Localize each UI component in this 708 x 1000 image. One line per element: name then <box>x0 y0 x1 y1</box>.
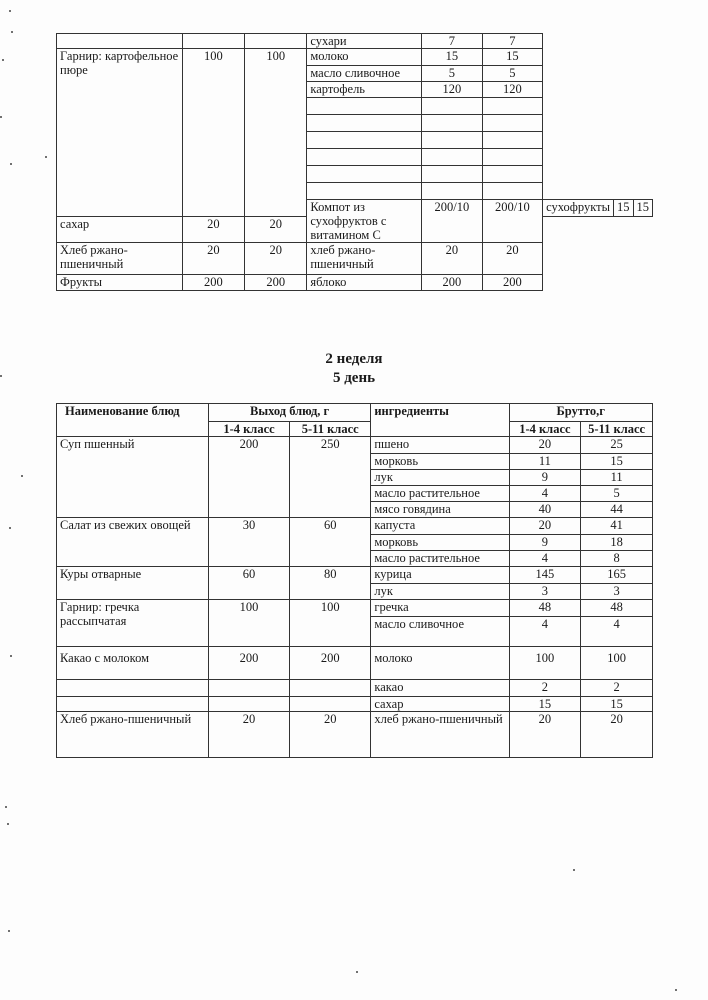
scan-speck <box>9 527 11 529</box>
week-heading: 2 неделя <box>325 351 383 367</box>
table-row <box>57 600 653 617</box>
brutto-1-4-cell: 20 <box>182 217 244 243</box>
ingredient-cell: морковь <box>371 535 509 551</box>
brutto-1-4-cell: 120 <box>422 82 482 98</box>
scan-speck <box>45 156 47 158</box>
day-menu-table <box>56 403 653 758</box>
output-5-11-cell: 200 <box>245 275 307 291</box>
ingredient-cell: хлеб ржано-пшеничный <box>371 712 509 758</box>
table-row <box>57 437 653 454</box>
output-5-11-cell: 20 <box>245 243 307 275</box>
dish-cell: Гарнир: гречка рассыпчатая <box>57 600 209 647</box>
brutto-1-4-cell: 20 <box>509 712 581 758</box>
previous-menu-table <box>56 33 653 291</box>
brutto-5-11-cell: 7 <box>482 34 543 49</box>
brutto-1-4-cell: 11 <box>509 454 581 470</box>
output-1-4-cell: 200 <box>208 437 289 518</box>
header-output-1-4: 1-4 класс <box>208 422 289 437</box>
table-row <box>57 34 653 49</box>
brutto-1-4-cell: 7 <box>422 34 482 49</box>
header-ingredients: ингредиенты <box>371 404 509 437</box>
brutto-1-4-cell: 4 <box>509 617 581 647</box>
brutto-1-4-cell: 20 <box>509 437 581 454</box>
output-5-11-cell: 250 <box>290 437 371 518</box>
table-row <box>57 697 653 712</box>
brutto-5-11-cell: 25 <box>581 437 653 454</box>
brutto-1-4-cell: 20 <box>422 243 482 275</box>
output-1-4-cell: 100 <box>182 49 244 217</box>
brutto-5-11-cell: 2 <box>581 680 653 697</box>
table-row <box>57 518 653 535</box>
header-row <box>57 404 653 422</box>
brutto-1-4-cell: 20 <box>509 518 581 535</box>
brutto-1-4-cell: 15 <box>422 49 482 66</box>
ingredient-cell: картофель <box>307 82 422 98</box>
table-row <box>57 243 653 275</box>
brutto-5-11-cell: 100 <box>581 647 653 680</box>
output-1-4-cell: 60 <box>208 567 289 600</box>
brutto-5-11-cell: 3 <box>581 584 653 600</box>
ingredient-cell: мясо говядина <box>371 502 509 518</box>
output-1-4-cell: 20 <box>182 243 244 275</box>
brutto-1-4-cell: 100 <box>509 647 581 680</box>
scan-speck <box>675 989 677 991</box>
output-1-4-cell: 100 <box>208 600 289 647</box>
output-1-4-cell: 20 <box>208 712 289 758</box>
day-heading: 5 день <box>332 370 376 386</box>
dish-cell: Компот из сухофруктов с витамином С <box>307 200 422 243</box>
dish-cell: Какао с молоком <box>57 647 209 680</box>
header-output-5-11: 5-11 класс <box>290 422 371 437</box>
ingredient-cell: масло сливочное <box>307 66 422 82</box>
brutto-1-4-cell: 200 <box>422 275 482 291</box>
scan-speck <box>5 806 7 808</box>
brutto-5-11-cell: 11 <box>581 470 653 486</box>
ingredient-cell: масло растительное <box>371 486 509 502</box>
brutto-1-4-cell: 145 <box>509 567 581 584</box>
output-5-11-cell: 200/10 <box>482 200 543 243</box>
dish-cell: Хлеб ржано-пшеничный <box>57 243 183 275</box>
brutto-1-4-cell: 15 <box>614 200 634 217</box>
header-brutto-5-11: 5-11 класс <box>581 422 653 437</box>
brutto-1-4-cell: 4 <box>509 486 581 502</box>
brutto-1-4-cell: 3 <box>509 584 581 600</box>
scan-speck <box>10 655 12 657</box>
dish-cell: Фрукты <box>57 275 183 291</box>
table-row <box>57 567 653 584</box>
header-dish-name: Наименование блюд <box>57 404 209 437</box>
dish-cell: Гарнир: картофельное пюре <box>57 49 183 217</box>
brutto-1-4-cell: 4 <box>509 551 581 567</box>
header-brutto: Брутто,г <box>509 404 652 422</box>
brutto-5-11-cell: 120 <box>482 82 543 98</box>
brutto-5-11-cell: 48 <box>581 600 653 617</box>
scan-speck <box>7 823 9 825</box>
header-brutto-1-4: 1-4 класс <box>509 422 581 437</box>
table-row <box>57 712 653 758</box>
ingredient-cell: лук <box>371 470 509 486</box>
dish-cell: Салат из свежих овощей <box>57 518 209 567</box>
scan-speck <box>9 10 11 12</box>
ingredient-cell: молоко <box>307 49 422 66</box>
brutto-5-11-cell: 165 <box>581 567 653 584</box>
output-1-4-cell: 30 <box>208 518 289 567</box>
brutto-5-11-cell: 41 <box>581 518 653 535</box>
brutto-5-11-cell: 15 <box>482 49 543 66</box>
brutto-5-11-cell: 15 <box>633 200 653 217</box>
scan-speck <box>10 163 12 165</box>
brutto-5-11-cell: 5 <box>581 486 653 502</box>
scan-speck <box>0 375 2 377</box>
ingredient-cell: хлеб ржано-пшеничный <box>307 243 422 275</box>
dish-cell: Хлеб ржано-пшеничный <box>57 712 209 758</box>
scan-speck <box>356 971 358 973</box>
scan-speck <box>21 475 23 477</box>
ingredient-cell: гречка <box>371 600 509 617</box>
table-row <box>57 647 653 680</box>
scan-speck <box>573 869 575 871</box>
scan-speck <box>2 59 4 61</box>
brutto-5-11-cell: 15 <box>581 697 653 712</box>
ingredient-cell: сахар <box>371 697 509 712</box>
ingredient-cell: курица <box>371 567 509 584</box>
ingredient-cell: морковь <box>371 454 509 470</box>
brutto-1-4-cell: 15 <box>509 697 581 712</box>
output-1-4-cell: 200/10 <box>422 200 482 243</box>
brutto-5-11-cell: 5 <box>482 66 543 82</box>
brutto-5-11-cell: 20 <box>482 243 543 275</box>
dish-cell: Суп пшенный <box>57 437 209 518</box>
brutto-1-4-cell: 2 <box>509 680 581 697</box>
ingredient-cell: сухари <box>307 34 422 49</box>
output-5-11-cell: 100 <box>245 49 307 217</box>
ingredient-cell: масло растительное <box>371 551 509 567</box>
ingredient-cell: пшено <box>371 437 509 454</box>
brutto-5-11-cell: 44 <box>581 502 653 518</box>
ingredient-cell: масло сливочное <box>371 617 509 647</box>
brutto-5-11-cell: 4 <box>581 617 653 647</box>
brutto-5-11-cell: 20 <box>581 712 653 758</box>
brutto-1-4-cell: 48 <box>509 600 581 617</box>
output-5-11-cell: 60 <box>290 518 371 567</box>
brutto-5-11-cell: 20 <box>245 217 307 243</box>
table-row <box>57 49 653 66</box>
output-5-11-cell: 80 <box>290 567 371 600</box>
output-5-11-cell: 100 <box>290 600 371 647</box>
brutto-5-11-cell: 15 <box>581 454 653 470</box>
output-1-4-cell: 200 <box>208 647 289 680</box>
dish-cell: Куры отварные <box>57 567 209 600</box>
brutto-1-4-cell: 9 <box>509 535 581 551</box>
brutto-5-11-cell: 8 <box>581 551 653 567</box>
output-1-4-cell: 200 <box>182 275 244 291</box>
table-row <box>57 275 653 291</box>
ingredient-cell: яблоко <box>307 275 422 291</box>
brutto-5-11-cell: 200 <box>482 275 543 291</box>
ingredient-cell: сухофрукты <box>543 200 614 217</box>
ingredient-cell: сахар <box>57 217 183 243</box>
table-row <box>57 680 653 697</box>
scan-speck <box>0 116 2 118</box>
brutto-5-11-cell: 18 <box>581 535 653 551</box>
scan-speck <box>8 930 10 932</box>
brutto-1-4-cell: 5 <box>422 66 482 82</box>
ingredient-cell: капуста <box>371 518 509 535</box>
brutto-1-4-cell: 40 <box>509 502 581 518</box>
brutto-1-4-cell: 9 <box>509 470 581 486</box>
scan-speck <box>11 31 13 33</box>
output-5-11-cell: 20 <box>290 712 371 758</box>
header-output: Выход блюд, г <box>208 404 370 422</box>
output-5-11-cell: 200 <box>290 647 371 680</box>
ingredient-cell: какао <box>371 680 509 697</box>
ingredient-cell: молоко <box>371 647 509 680</box>
ingredient-cell: лук <box>371 584 509 600</box>
